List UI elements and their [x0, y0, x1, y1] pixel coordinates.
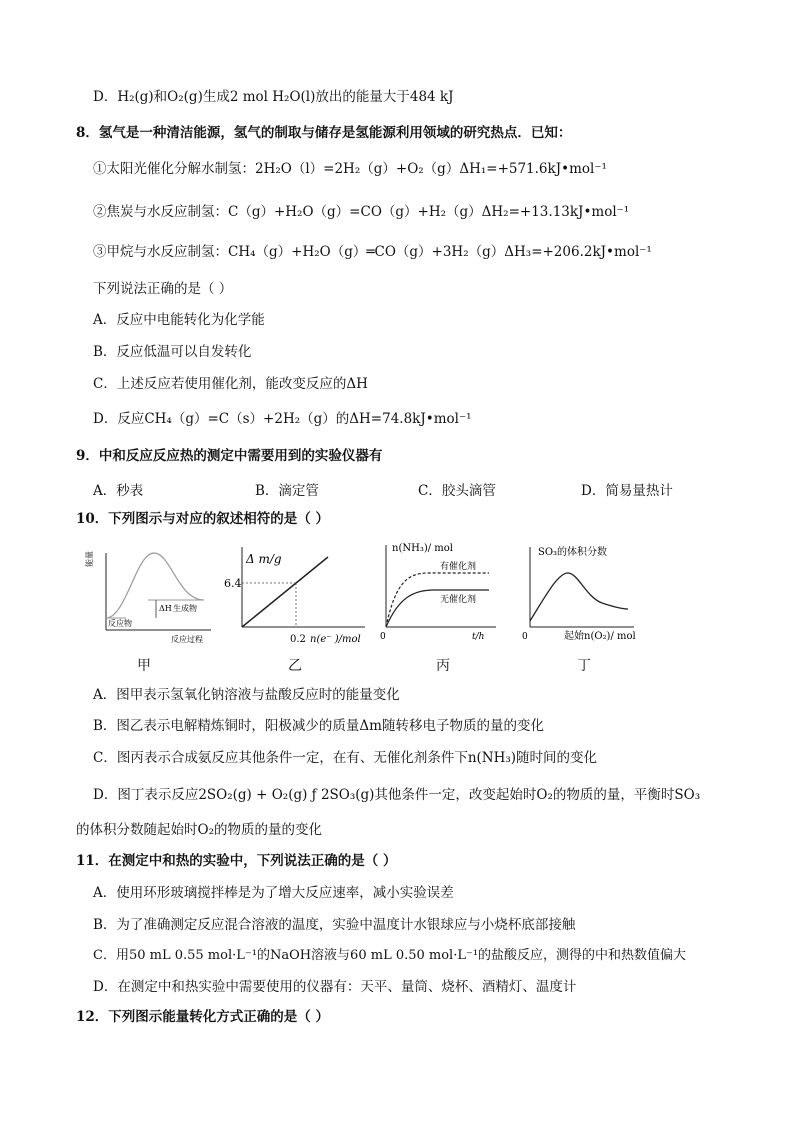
figure-yi [220, 545, 370, 645]
q8-reaction-2: ②焦炭与水反应制氢：C（g）+H₂O（g）=CO（g）+H₂（g）ΔH₂=+13.13kJ•mol⁻¹ [93, 204, 630, 220]
ding-xlabel: 起始n(O₂)/ mol [564, 631, 636, 642]
q8-reaction-3: ③甲烷与水反应制氢：CH₄（g）+H₂O（g）═CO（g）+3H₂（g）ΔH₃=+206.2kJ•mol⁻¹ [93, 244, 652, 260]
jia-ylabel: 能量 [85, 551, 94, 567]
q9-option-c: C．胶头滴管 [418, 483, 496, 499]
q9-option-a: A．秒表 [93, 483, 144, 499]
yi-xtick: 0.2 [290, 634, 306, 645]
jia-dh: ΔH [159, 604, 172, 613]
q7-option-d: D．H₂(g)和O₂(g)生成2 mol H₂O(l)放出的能量大于484 kJ [93, 89, 454, 105]
question-8-stem: 8．氢气是一种清洁能源，氢气的制取与储存是氢能源利用领域的研究热点．已知： [76, 125, 572, 141]
question-11-stem: 11．在测定中和热的实验中，下列说法正确的是（ ） [76, 853, 397, 869]
q9-option-d: D．简易量热计 [581, 483, 673, 499]
caption-jia: 甲 [137, 658, 151, 674]
q11-option-c: C．用50 mL 0.55 mol·L⁻¹的NaOH溶液与60 mL 0.50 mol·L⁻¹的盐酸反应，测得的中和热数值偏大 [93, 948, 687, 963]
bing-xlabel: t/h [472, 632, 485, 642]
q8-reaction-1: ①太阳光催化分解水制氢：2H₂O（l）=2H₂（g）+O₂（g）ΔH₁=+571.6kJ•mol⁻¹ [93, 161, 607, 177]
bing-cat-label: 有催化剂 [440, 562, 477, 572]
ding-ylabel: SO₃的体积分数 [538, 547, 608, 558]
jia-product: 生成物 [173, 604, 197, 613]
q8-option-a: A．反应中电能转化为化学能 [93, 312, 265, 328]
q10-option-d: D．图丁表示反应2SO₂(g) + O₂(g) ƒ 2SO₃(g)其他条件一定，改变起始时O₂的物质的量，平衡时SO₃ [93, 787, 701, 803]
bing-ylabel: n(NH₃)/ mol [392, 543, 453, 554]
question-10-stem: 10．下列图示与对应的叙述相符的是（ ） [76, 511, 329, 527]
q8-option-b: B．反应低温可以自发转化 [93, 344, 252, 360]
figure-jia [85, 545, 216, 645]
ding-origin: 0 [522, 632, 528, 642]
question-12-stem: 12．下列图示能量转化方式正确的是（ ） [76, 1009, 329, 1025]
q8-option-d: D．反应CH₄（g）=C（s）+2H₂（g）的ΔH=74.8kJ•mol⁻¹ [93, 411, 472, 427]
q9-option-b: B．滴定管 [255, 483, 319, 499]
jia-reactant: 反应物 [108, 619, 132, 628]
caption-ding: 丁 [577, 658, 591, 674]
caption-bing: 丙 [436, 658, 450, 674]
bing-nocat-label: 无催化剂 [440, 595, 477, 605]
caption-yi: 乙 [288, 658, 302, 674]
q11-option-d: D．在测定中和热实验中需要使用的仪器有：天平、量筒、烧杯、酒精灯、温度计 [93, 979, 577, 995]
figure-bing [374, 535, 504, 645]
q10-option-b: B．图乙表示电解精炼铜时，阳极减少的质量Δm随转移电子物质的量的变化 [93, 718, 544, 734]
figure-ding [516, 535, 646, 645]
q10-option-d-cont: 的体积分数随起始时O₂的物质的量的变化 [76, 822, 322, 838]
question-9-stem: 9．中和反应反应热的测定中需要用到的实验仪器有 [76, 448, 383, 464]
q10-option-c: C．图丙表示合成氨反应其他条件一定，在有、无催化剂条件下n(NH₃)随时间的变化 [93, 750, 598, 766]
bing-origin: 0 [380, 632, 386, 642]
yi-xlabel: n(e⁻ )/mol [310, 634, 361, 645]
q8-prompt: 下列说法正确的是（ ） [93, 281, 233, 297]
q11-option-a: A．使用环形玻璃搅拌棒是为了增大反应速率，减小实验误差 [93, 885, 454, 901]
q11-option-b: B．为了准确测定反应混合溶液的温度，实验中温度计水银球应与小烧杯底部接触 [93, 917, 576, 933]
q10-option-a: A．图甲表示氢氧化钠溶液与盐酸反应时的能量变化 [93, 687, 400, 703]
yi-ytick: 6.4 [224, 577, 242, 590]
q8-option-c: C．上述反应若使用催化剂，能改变反应的ΔH [93, 376, 368, 392]
jia-xlabel: 反应过程 [171, 635, 203, 644]
yi-ylabel: Δ m/g [246, 552, 282, 566]
